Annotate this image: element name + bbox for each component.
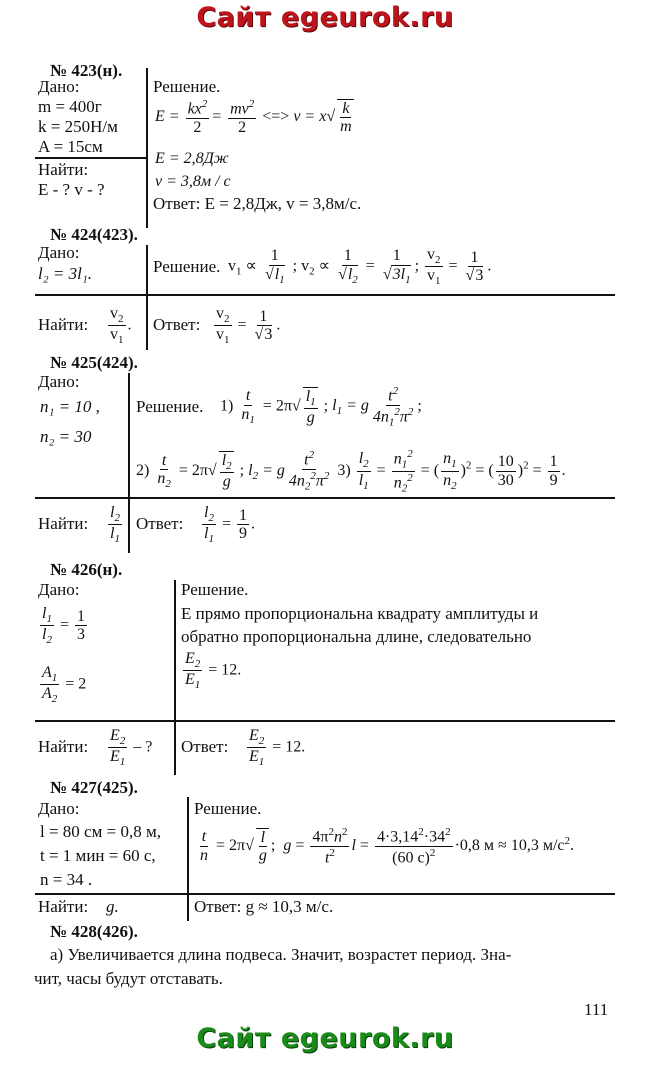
column-divider: [146, 245, 148, 350]
answer-label: Ответ:: [153, 315, 201, 334]
given-item: k = 250Н/м: [38, 117, 118, 136]
solution-formula: $v_1$ ∝ $\frac{1}{√l_1}$ ; $v_2$ ∝ $\frac{1}{√l_2}$ = $\frac{1}{√3l_1}$ ; $\frac{v_2}{v_1}$ = $\frac{1}{√3}$ .: [228, 246, 492, 288]
watermark-bottom: Сайт egeurok.ru: [196, 1023, 454, 1054]
answer-label: Ответ:: [181, 737, 229, 756]
column-divider: [187, 797, 189, 921]
solution-step-1: 1) $\frac{t}{n_1}$ = 2π√ $\frac{l_1}{g}$ ; $l_1 = g$ $\frac{t^2}{4n_1^2\pi^2}$ ;: [220, 385, 422, 429]
given-item: A = 15см: [38, 137, 103, 156]
given-item: n = 34 .: [40, 870, 93, 889]
answer-value: $\frac{v_2}{v_1}$ = $\frac{1}{√3}$ .: [216, 305, 281, 347]
solution-line: E = 2,8Дж: [155, 150, 229, 167]
find-value: E - ? v - ?: [38, 180, 105, 199]
problem-number: № 427(425).: [50, 778, 138, 797]
problem-number: № 423(н).: [50, 61, 123, 80]
given-item: $\frac{A_1}{A_2}$ = 2: [42, 664, 87, 706]
column-divider: [128, 373, 130, 553]
given-item: l = 80 см = 0,8 м,: [40, 822, 161, 841]
solution-formula: $\frac{t}{n}$ = 2π√ $\frac{l}{g}$ ; g = $\frac{4\pi^2n^2}{t^2}$ l = $\frac{4\cdot 3,14^2\cdot 34^2}{(60 с)^2}$ ·0,8 м ≈ 10,3 $м/с^2$.: [200, 826, 574, 867]
given-item: $\frac{l_1}{l_2}$ = $\frac{1}{3}$: [42, 605, 85, 647]
given-find-divider: [35, 893, 615, 895]
find-label: Найти:: [38, 897, 89, 916]
given-label: Дано:: [38, 243, 80, 262]
problem-number: № 426(н).: [50, 560, 123, 579]
find-label: Найти:: [38, 514, 89, 533]
problem-number: № 428(426).: [50, 922, 138, 941]
solution-label: Решение.: [181, 580, 249, 599]
answer: Ответ: g ≈ 10,3 м/с.: [194, 897, 334, 916]
given-find-divider: [35, 294, 615, 296]
given-find-divider: [35, 720, 615, 722]
given-label: Дано:: [38, 799, 80, 818]
given-label: Дано:: [38, 580, 80, 599]
paragraph-line: чит, часы будут отставать.: [34, 969, 223, 988]
solution-line: Е прямо пропорциональна квадрату амплитуды и: [181, 604, 539, 623]
solution-line: обратно пропорциональна длине, следовательно: [181, 627, 532, 646]
given-find-divider: [35, 157, 147, 159]
column-divider: [146, 68, 148, 228]
paragraph-line: а) Увеличивается длина подвеса. Значит, возрастет период. Зна-: [50, 945, 512, 964]
watermark-top: Сайт egeurok.ru: [196, 2, 454, 33]
solution-label: Решение.: [194, 799, 262, 818]
solution-formula: E = $\frac{kx^2}{2}$ = $\frac{mv^2}{2}$ <=> v = x √ $\frac{k}{m}$: [155, 98, 356, 137]
problem-number: № 424(423).: [50, 225, 138, 244]
solution-result: $\frac{E_2}{E_1}$ = 12.: [185, 650, 242, 692]
given-item: n₁ = 10 ,: [40, 397, 100, 416]
solution-label: Решение.: [136, 397, 204, 416]
given-label: Дано:: [38, 77, 80, 96]
find-value: $\frac{l_2}{l_1}$: [110, 504, 120, 546]
solution-label: Решение.: [153, 257, 221, 276]
given-item: t = 1 мин = 60 с,: [40, 846, 156, 865]
page-number: 111: [584, 1000, 609, 1019]
solution-step-2-3: 2) $\frac{t}{n_2}$ = 2π√ $\frac{l_2}{g}$ ; $l_2 = g$ $\frac{t^2}{4n_2^2\pi^2}$ 3) $\frac{l_2}{l_1}$ = $\frac{n_1^2}{n_2^2}$ = ( $\frac{n_1}{n_2}$ )$^2$ = ( $\frac{10}{30}$ )$^2$ = $\frac{1}{9}$ .: [136, 448, 566, 495]
given-label: Дано:: [38, 372, 80, 391]
given-item: m = 400г: [38, 97, 102, 116]
given-item: l₂ = 3l₁.: [38, 264, 92, 283]
answer-value: $\frac{E_2}{E_1}$ = 12.: [249, 727, 306, 769]
solution-label: Решение.: [153, 77, 221, 96]
answer-label: Ответ:: [136, 514, 184, 533]
find-label: Найти:: [38, 315, 89, 334]
given-item: n₂ = 30: [40, 427, 92, 446]
find-label: Найти:: [38, 737, 89, 756]
answer-value: $\frac{l_2}{l_1}$ = $\frac{1}{9}$ .: [204, 504, 255, 546]
answer: Ответ: E = 2,8Дж, v = 3,8м/с.: [153, 194, 362, 213]
given-find-divider: [35, 497, 615, 499]
solution-line: v = 3,8м / с: [155, 173, 231, 190]
column-divider: [174, 580, 176, 775]
find-label: Найти:: [38, 160, 89, 179]
find-value: $\frac{E_2}{E_1}$ – ?: [110, 727, 153, 769]
find-value: g.: [106, 897, 119, 916]
find-value: $\frac{v_2}{v_1}$ .: [110, 305, 132, 347]
problem-number: № 425(424).: [50, 353, 138, 372]
